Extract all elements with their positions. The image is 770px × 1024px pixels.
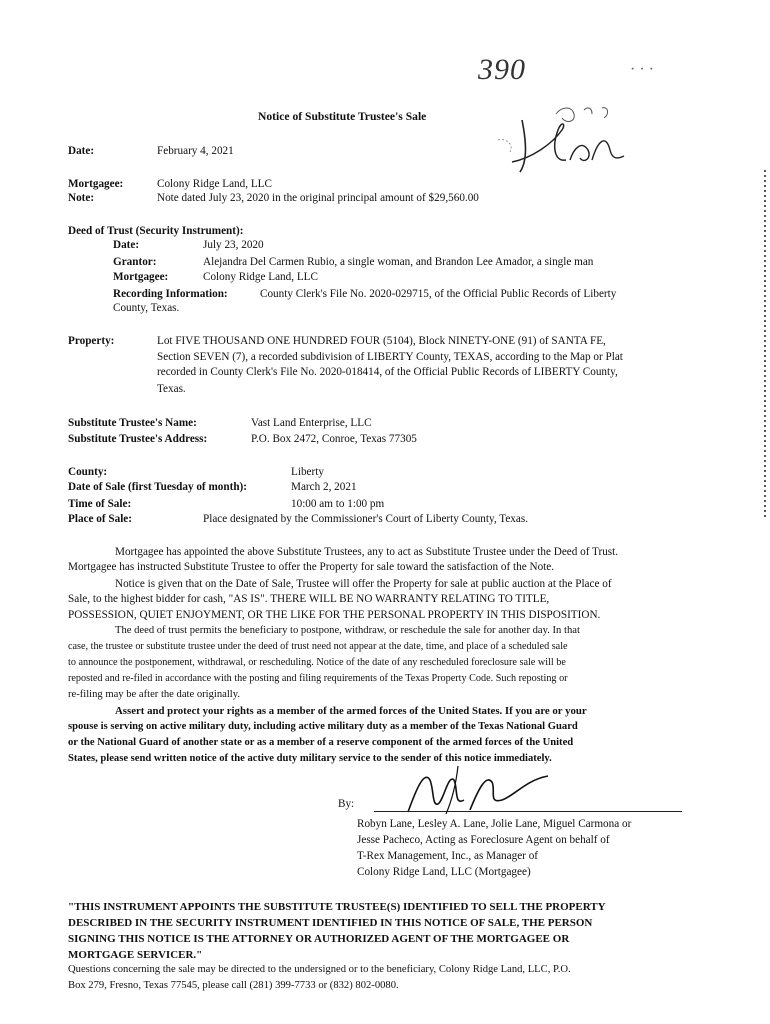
date-value: February 4, 2021 bbox=[157, 145, 234, 157]
filing-stamp-dots: · · · bbox=[630, 61, 654, 78]
body-p3-line-5: re-filing may be after the date originally. bbox=[68, 689, 240, 700]
body-p3-line-4: reposted and re-filed in accordance with the posting and filing requirements of the Texas Property Code. Such reposting or bbox=[68, 673, 568, 684]
body-p2-line-1: Notice is given that on the Date of Sale, Trustee will offer the Property for sale at public auction at the Place of bbox=[115, 578, 612, 590]
signatory-line-2: Jesse Pacheco, Acting as Foreclosure Agent on behalf of bbox=[357, 834, 610, 846]
body-p1-line-2: Mortgagee has instructed Substitute Trustee to offer the Property for sale toward the satisfaction of the Note. bbox=[68, 561, 555, 573]
body-p4-line-3: or the National Guard of another state or as a member of a reserve component of the armed forces of the United bbox=[68, 737, 574, 748]
deed-heading: Deed of Trust (Security Instrument): bbox=[68, 225, 244, 237]
deed-grantor-value: Alejandra Del Carmen Rubio, a single woman, and Brandon Lee Amador, a single man bbox=[203, 256, 594, 268]
body-p3-line-2: case, the trustee or substitute trustee under the deed of trust need not appear at the date, time, and place of a scheduled sale bbox=[68, 641, 568, 652]
signature-rule bbox=[374, 811, 682, 812]
note-value: Note dated July 23, 2020 in the original principal amount of $29,560.00 bbox=[157, 192, 479, 204]
deed-recording-label: Recording Information: bbox=[113, 288, 228, 300]
deed-recording-value-1: County Clerk's File No. 2020-029715, of the Official Public Records of Liberty bbox=[260, 288, 617, 300]
body-p4-line-1: Assert and protect your rights as a member of the armed forces of the United States. If you are or your bbox=[115, 705, 587, 717]
deed-recording-value-2: County, Texas. bbox=[113, 302, 180, 314]
trustee-address-label: Substitute Trustee's Address: bbox=[68, 433, 208, 445]
county-value: Liberty bbox=[291, 466, 324, 478]
signatory-line-4: Colony Ridge Land, LLC (Mortgagee) bbox=[357, 866, 531, 878]
filing-stamp-number: 390 bbox=[478, 53, 526, 86]
deed-date-label: Date: bbox=[113, 239, 140, 251]
body-p2-line-3: POSSESSION, QUIET ENJOYMENT, OR THE LIKE FOR THE PERSONAL PROPERTY IN THIS DISPOSITION. bbox=[68, 609, 601, 621]
by-label: By: bbox=[338, 798, 355, 810]
deed-date-value: July 23, 2020 bbox=[203, 239, 264, 251]
trustee-address-value: P.O. Box 2472, Conroe, Texas 77305 bbox=[251, 433, 417, 445]
disclaimer-line-4: MORTGAGE SERVICER." bbox=[68, 949, 203, 961]
property-line-3: recorded in County Clerk's File No. 2020-018414, of the Official Public Records of LIBERTY County, bbox=[157, 366, 618, 378]
trustee-name-value: Vast Land Enterprise, LLC bbox=[251, 417, 372, 429]
property-label: Property: bbox=[68, 335, 115, 347]
sale-time-value: 10:00 am to 1:00 pm bbox=[291, 498, 385, 510]
date-label: Date: bbox=[68, 145, 95, 157]
document-title: Notice of Substitute Trustee's Sale bbox=[258, 110, 427, 123]
property-line-1: Lot FIVE THOUSAND ONE HUNDRED FOUR (5104), Block NINETY-ONE (91) of SANTA FE, bbox=[157, 335, 606, 347]
sale-date-label: Date of Sale (first Tuesday of month): bbox=[68, 481, 247, 493]
mortgagee-value: Colony Ridge Land, LLC bbox=[157, 178, 272, 190]
deed-mortgagee-label: Mortgagee: bbox=[113, 271, 169, 283]
sale-date-value: March 2, 2021 bbox=[291, 481, 357, 493]
disclaimer-line-2: DESCRIBED IN THE SECURITY INSTRUMENT IDENTIFIED IN THIS NOTICE OF SALE, THE PERSON bbox=[68, 917, 593, 929]
signature-line bbox=[338, 798, 682, 812]
body-p1-line-1: Mortgagee has appointed the above Substitute Trustees, any to act as Substitute Trustee under the Deed of Trust. bbox=[115, 546, 619, 558]
disclaimer-line-1: "THIS INSTRUMENT APPOINTS THE SUBSTITUTE TRUSTEE(S) IDENTIFIED TO SELL THE PROPERTY bbox=[68, 901, 606, 913]
clerk-signature-mark bbox=[492, 100, 642, 180]
sale-time-label: Time of Sale: bbox=[68, 498, 132, 510]
deed-grantor-label: Grantor: bbox=[113, 256, 157, 268]
body-p4-line-4: States, please send written notice of the active duty military service to the sender of this notice immediately. bbox=[68, 753, 552, 764]
contact-line-1: Questions concerning the sale may be directed to the undersigned or to the beneficiary, Colony Ridge Land, LLC, P.O. bbox=[68, 964, 571, 975]
property-line-2: Section SEVEN (7), a recorded subdivision of LIBERTY County, TEXAS, according to the Map or Plat bbox=[157, 351, 623, 363]
sale-place-label: Place of Sale: bbox=[68, 513, 132, 525]
mortgagee-label: Mortgagee: bbox=[68, 178, 124, 190]
body-p3-line-1: The deed of trust permits the beneficiary to postpone, withdraw, or reschedule the sale for another day. In that bbox=[115, 625, 580, 636]
property-line-4: Texas. bbox=[157, 383, 186, 395]
deed-mortgagee-value: Colony Ridge Land, LLC bbox=[203, 271, 318, 283]
contact-line-2: Box 279, Fresno, Texas 77545, please call (281) 399-7733 or (832) 802-0080. bbox=[68, 980, 399, 991]
scan-edge-artifact bbox=[764, 170, 766, 520]
county-label: County: bbox=[68, 466, 108, 478]
body-p4-line-2: spouse is serving on active military duty, including active military duty as a member of the Texas National Guard bbox=[68, 721, 578, 732]
body-p3-line-3: to announce the postponement, withdrawal, or rescheduling. Notice of the date of any rescheduled foreclosure sale will be bbox=[68, 657, 566, 668]
note-label: Note: bbox=[68, 192, 95, 204]
signatory-line-3: T-Rex Management, Inc., as Manager of bbox=[357, 850, 539, 862]
signatory-line-1: Robyn Lane, Lesley A. Lane, Jolie Lane, Miguel Carmona or bbox=[357, 818, 632, 830]
sale-place-value: Place designated by the Commissioner's Court of Liberty County, Texas. bbox=[203, 513, 528, 525]
trustee-name-label: Substitute Trustee's Name: bbox=[68, 417, 197, 429]
disclaimer-line-3: SIGNING THIS NOTICE IS THE ATTORNEY OR AUTHORIZED AGENT OF THE MORTGAGEE OR bbox=[68, 933, 570, 945]
body-p2-line-2: Sale, to the highest bidder for cash, "AS IS". THERE WILL BE NO WARRANTY RELATING TO TITLE, bbox=[68, 593, 550, 605]
